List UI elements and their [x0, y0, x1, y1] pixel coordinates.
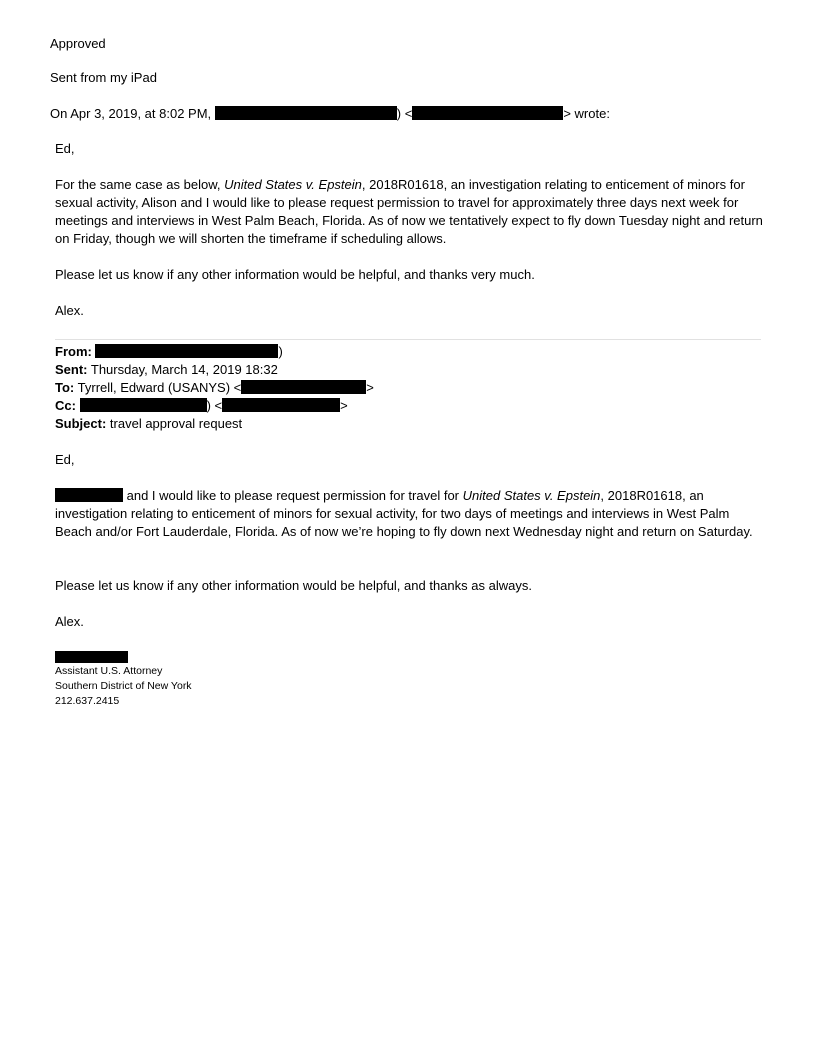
- message2-body-prefix: and I would like to please request permission for travel for: [123, 488, 460, 503]
- signature-office: Southern District of New York: [55, 680, 192, 692]
- message1-closing: Please let us know if any other information would be helpful, and thanks very much.: [55, 267, 535, 282]
- message1-body-prefix: For the same case as below,: [55, 177, 221, 192]
- quote-header-prefix: On Apr 3, 2019, at 8:02 PM,: [50, 106, 212, 121]
- subject-value: travel approval request: [109, 416, 243, 431]
- to-suffix: >: [366, 380, 374, 395]
- message2-body: [55, 487, 767, 541]
- from-suffix: ): [278, 344, 283, 359]
- cc-label: Cc:: [55, 398, 76, 413]
- quote-header-suffix: > wrote:: [563, 106, 610, 121]
- redaction-block: [80, 398, 207, 412]
- message2-closing: Please let us know if any other information would be helpful, and thanks as always.: [55, 578, 532, 593]
- from-label: From:: [55, 344, 92, 359]
- message1-body-rest: , 2018R01618, an investigation relating to enticement of minors for sexual activity, Alison and I would like to please request permission to travel for approximately three days next week for meetings and interviews in West Palm Beach, Florida. As of now we tentatively expect to fly down Tuesday night and return on Friday, though we will shorten the timeframe if scheduling allows.: [55, 177, 763, 246]
- message1-case-name: United States v. Epstein: [224, 177, 362, 192]
- cc-suffix: >: [340, 398, 348, 413]
- redaction-block: [412, 106, 563, 120]
- sent-from-text: Sent from my iPad: [50, 70, 157, 85]
- message2-case-name: United States v. Epstein: [462, 488, 601, 503]
- subject-label: Subject:: [55, 416, 107, 431]
- redaction-block: [55, 488, 123, 502]
- cc-row: [55, 397, 348, 415]
- cc-mid: ) <: [206, 398, 223, 413]
- message2-body-rest: , 2018R01618, an investigation relating to enticement of minors for sexual activity, for two days of meetings and interviews in West Palm Beach and/or Fort Lauderdale, Florida. As of now we’re hoping to fly down next Wednesday night and return on Saturday.: [55, 488, 753, 539]
- quote-header-mid: ) <: [396, 106, 413, 121]
- message1-signoff: Alex.: [55, 303, 84, 318]
- redaction-block: [241, 380, 366, 394]
- to-label: To:: [55, 380, 75, 395]
- header-separator: [55, 339, 761, 340]
- message2-signoff: Alex.: [55, 614, 84, 629]
- to-value: Tyrrell, Edward (USANYS) <: [77, 380, 242, 395]
- to-row: [55, 379, 374, 397]
- sent-value: Thursday, March 14, 2019 18:32: [90, 362, 278, 377]
- sent-row: [55, 361, 278, 379]
- message2-greeting: Ed,: [55, 452, 75, 467]
- redaction-block: [215, 106, 397, 120]
- subject-row: [55, 415, 242, 433]
- message1-body: [55, 176, 767, 248]
- redaction-block: [222, 398, 340, 412]
- redaction-block: [55, 651, 128, 663]
- signature-title: Assistant U.S. Attorney: [55, 665, 163, 677]
- message1-greeting: Ed,: [55, 141, 75, 156]
- redaction-block: [95, 344, 278, 358]
- from-row: [55, 343, 283, 361]
- approved-text: Approved: [50, 36, 106, 51]
- sent-label: Sent:: [55, 362, 88, 377]
- quote-header: [50, 105, 610, 123]
- signature-phone: 212.637.2415: [55, 695, 120, 707]
